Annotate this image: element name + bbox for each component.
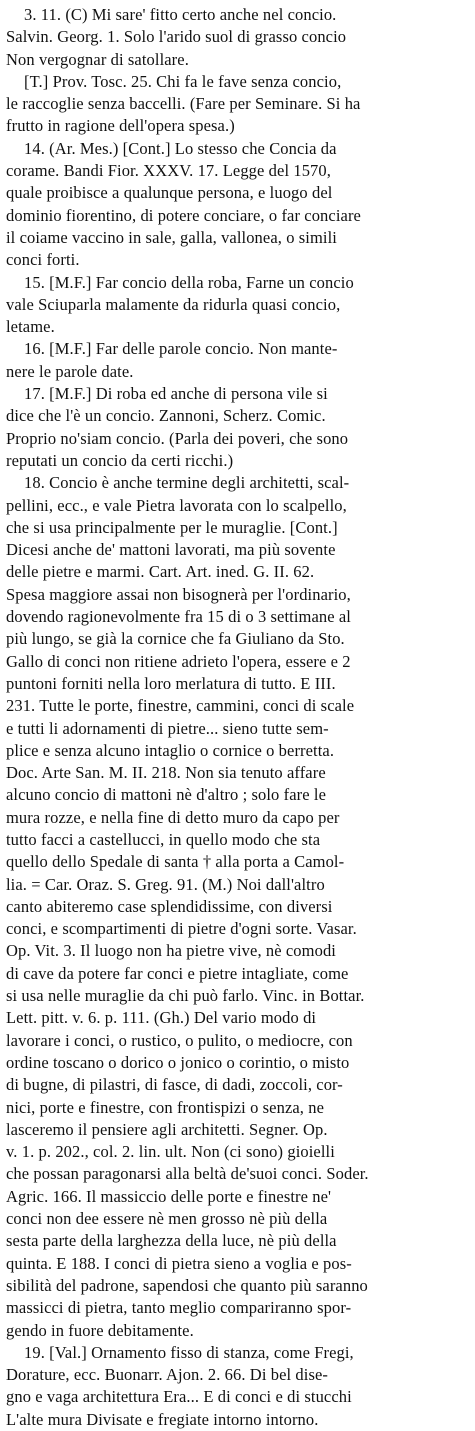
text-line: Lett. pitt. v. 6. p. 111. (Gh.) Del vario modo di xyxy=(6,1008,317,1028)
text-line: 17. [M.F.] Di roba ed anche di persona vile si xyxy=(24,384,328,404)
text-line: si usa nelle muraglie da chi può farlo. Vinc. in Bottar. xyxy=(6,986,365,1006)
text-line: dice che l'è un concio. Zannoni, Scherz. Comic. xyxy=(6,406,326,426)
text-line: mura rozze, e nella fine di detto muro da capo per xyxy=(6,807,340,827)
text-line: reputati un concio da certi ricchi.) xyxy=(6,450,234,470)
text-line: tutto facci a castellucci, in quello modo che sta xyxy=(6,829,321,849)
text-line: ordine toscano o dorico o jonico o corintio, o misto xyxy=(6,1052,350,1072)
text-line: sesta parte della larghezza della luce, nè più della xyxy=(6,1231,337,1251)
text-line: letame. xyxy=(6,317,55,337)
text-line: più lungo, se già la cornice che fa Giuliano da Sto. xyxy=(6,629,345,649)
text-line: 14. (Ar. Mes.) [Cont.] Lo stesso che Concia da xyxy=(24,138,337,158)
text-line: di cave da potere far conci e pietre intagliate, come xyxy=(6,963,349,983)
text-line: dovendo ragionevolmente fra 15 di o 3 settimane al xyxy=(6,607,351,627)
text-line: plice e senza alcuno intaglio o cornice o berretta. xyxy=(6,740,335,760)
text-line: [T.] Prov. Tosc. 25. Chi fa le fave senza concio, xyxy=(24,71,342,91)
text-line: lasceremo il pensiere agli architetti. Segner. Op. xyxy=(6,1119,328,1139)
text-line: Spesa maggiore assai non bisognerà per l'ordinario, xyxy=(6,584,351,604)
text-line: massicci di pietra, tanto meglio compariranno spor- xyxy=(6,1298,352,1318)
text-line: Proprio no'siam concio. (Parla dei poveri, che sono xyxy=(6,428,349,448)
text-line: v. 1. p. 202., col. 2. lin. ult. Non (ci sono) gioielli xyxy=(6,1142,335,1162)
text-line: 231. Tutte le porte, finestre, cammini, conci di scale xyxy=(6,696,355,716)
text-line: sibilità del padrone, sapendosi che quanto più saranno xyxy=(6,1275,368,1295)
text-line: Gallo di conci non ritiene adrieto l'opera, essere e 2 xyxy=(6,651,351,671)
text-line: canto abiteremo case splendidissime, con diversi xyxy=(6,896,333,916)
text-line: dominio fiorentino, di potere conciare, o far conciare xyxy=(6,205,361,225)
text-line: 15. [M.F.] Far concio della roba, Farne un concio xyxy=(24,272,354,292)
text-line: che possan paragonarsi alla beltà de'suoi conci. Soder. xyxy=(6,1164,369,1184)
text-line: le raccoglie senza baccelli. (Fare per Seminare. Si ha xyxy=(6,94,361,114)
text-line: che si usa principalmente per le muraglie. [Cont.] xyxy=(6,517,338,537)
text-line: Non vergognar di satollare. xyxy=(6,49,189,69)
text-line: vale Sciuparla malamente da ridurla quasi concio, xyxy=(6,294,341,314)
text-line: lia. = Car. Oraz. S. Greg. 91. (M.) Noi dall'altro xyxy=(6,874,325,894)
text-line: lavorare i conci, o rustico, o pulito, o mediocre, con xyxy=(6,1030,353,1050)
text-line: Doc. Arte San. M. II. 218. Non sia tenuto affare xyxy=(6,763,326,783)
text-line: Salvin. Georg. 1. Solo l'arido suol di grasso concio xyxy=(6,27,347,47)
text-line: L'alte mura Divisate e fregiate intorno intorno. xyxy=(6,1409,319,1429)
text-column xyxy=(6,4,468,1431)
text-line: Dicesi anche de' mattoni lavorati, ma più sovente xyxy=(6,540,336,560)
text-line: Op. Vit. 3. Il luogo non ha pietre vive, nè comodi xyxy=(6,941,336,961)
text-line: gno e vaga architettura Era... E di conci e di stucchi xyxy=(6,1387,352,1407)
text-line: quale proibisce a qualunque persona, e luogo del xyxy=(6,183,333,203)
text-line: quello dello Spedale di santa † alla porta a Camol- xyxy=(6,852,345,872)
text-line: Dorature, ecc. Buonarr. Ajon. 2. 66. Di bel dise- xyxy=(6,1365,328,1385)
text-line: pellini, ecc., e vale Pietra lavorata con lo scalpello, xyxy=(6,495,347,515)
text-line: 3. 11. (C) Mi sare' fitto certo anche nel concio. xyxy=(24,5,337,24)
text-line: 16. [M.F.] Far delle parole concio. Non mante- xyxy=(24,339,338,359)
text-line: il coiame vaccino in sale, galla, vallonea, o simili xyxy=(6,227,337,247)
text-line: gendo in fuore debitamente. xyxy=(6,1320,194,1340)
text-line: di bugne, di pilastri, di fasce, di dadi, zoccoli, cor- xyxy=(6,1075,343,1095)
text-line: conci non dee essere nè men grosso nè più della xyxy=(6,1209,328,1229)
text-line: quinta. E 188. I conci di pietra sieno a voglia e pos- xyxy=(6,1253,352,1273)
text-line: conci, e scompartimenti di pietre d'ogni sorte. Vasar. xyxy=(6,919,357,939)
text-line: Agric. 166. Il massiccio delle porte e finestre ne' xyxy=(6,1186,332,1206)
text-line: nici, porte e finestre, con frontispizi o senza, ne xyxy=(6,1097,325,1117)
text-line: nere le parole date. xyxy=(6,361,134,381)
text-line: 19. [Val.] Ornamento fisso di stanza, come Fregi, xyxy=(24,1342,354,1362)
text-line: delle pietre e marmi. Cart. Art. ined. G. II. 62. xyxy=(6,562,315,582)
text-line: frutto in ragione dell'opera spesa.) xyxy=(6,116,235,136)
text-line: corame. Bandi Fior. XXXV. 17. Legge del 1570, xyxy=(6,161,331,181)
text-line: e tutti li adornamenti di pietre... sieno tutte sem- xyxy=(6,718,329,738)
text-line: conci forti. xyxy=(6,250,80,270)
text-line: alcuno concio di mattoni nè d'altro ; solo fare le xyxy=(6,785,326,805)
text-line: puntoni forniti nella loro merlatura di tutto. E III. xyxy=(6,673,336,693)
text-line: 18. Concio è anche termine degli architetti, scal- xyxy=(24,473,350,493)
